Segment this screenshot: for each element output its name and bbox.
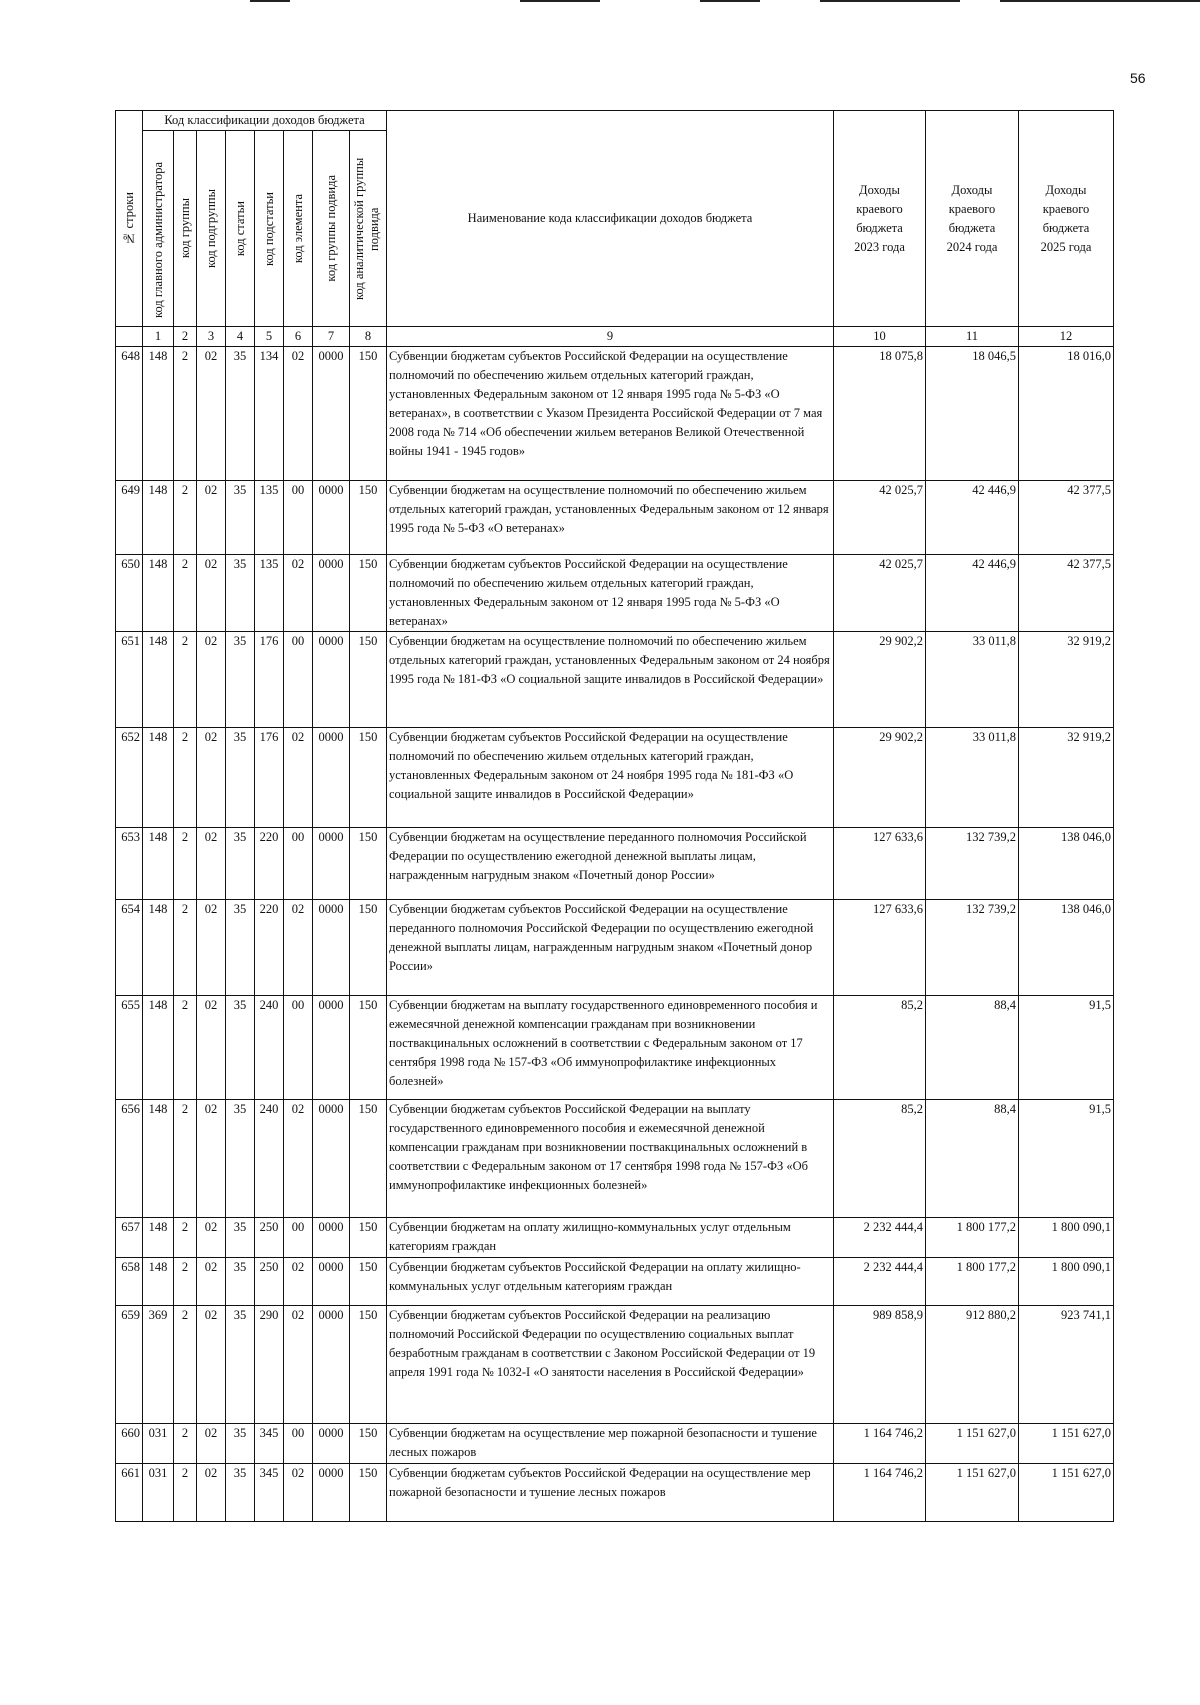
subarticle-code-cell: 290: [255, 1306, 284, 1424]
subtype-group-code-cell: 0000: [313, 1218, 350, 1258]
subtype-group-code-cell: 0000: [313, 996, 350, 1100]
group-code-cell: 2: [174, 632, 197, 728]
subtype-group-code-cell: 0000: [313, 347, 350, 481]
table-row: [116, 1424, 1114, 1464]
subgroup-code-cell: 02: [197, 481, 226, 555]
revenue-2023-cell: 85,2: [834, 1100, 926, 1218]
revenue-2025-cell: 138 046,0: [1019, 828, 1114, 900]
admin-code-cell: 148: [143, 1258, 174, 1306]
analytic-group-code-cell: 150: [350, 481, 387, 555]
subgroup-code-cell: 02: [197, 632, 226, 728]
scan-artifact-line: [700, 0, 760, 2]
group-code-cell: 2: [174, 481, 197, 555]
subarticle-code-cell: 135: [255, 555, 284, 632]
column-number: 3: [197, 327, 226, 347]
revenue-2024-cell: 132 739,2: [926, 900, 1019, 996]
element-code-cell: 02: [284, 728, 313, 828]
admin-code-cell: 148: [143, 900, 174, 996]
article-code-cell: 35: [226, 1464, 255, 1522]
header-element-code: код элемента: [284, 131, 313, 327]
row-number-cell: 652: [116, 728, 143, 828]
revenue-2024-cell: 42 446,9: [926, 555, 1019, 632]
group-code-cell: 2: [174, 1306, 197, 1424]
element-code-cell: 02: [284, 555, 313, 632]
table-row: [116, 828, 1114, 900]
subtype-group-code-cell: 0000: [313, 1306, 350, 1424]
header-code-name: Наименование кода классификации доходов бюджета: [387, 111, 834, 327]
analytic-group-code-cell: 150: [350, 555, 387, 632]
group-code-cell: 2: [174, 728, 197, 828]
admin-code-cell: 148: [143, 555, 174, 632]
column-number: 8: [350, 327, 387, 347]
row-number-cell: 656: [116, 1100, 143, 1218]
row-number-cell: 651: [116, 632, 143, 728]
row-number-cell: 650: [116, 555, 143, 632]
scan-artifact-line: [520, 0, 600, 2]
group-code-cell: 2: [174, 828, 197, 900]
column-number: 11: [926, 327, 1019, 347]
article-code-cell: 35: [226, 996, 255, 1100]
subtype-group-code-cell: 0000: [313, 481, 350, 555]
element-code-cell: 02: [284, 900, 313, 996]
article-code-cell: 35: [226, 900, 255, 996]
admin-code-cell: 148: [143, 347, 174, 481]
group-code-cell: 2: [174, 555, 197, 632]
revenue-2023-cell: 42 025,7: [834, 481, 926, 555]
code-name-cell: Субвенции бюджетам субъектов Российской Федерации на осуществление мер пожарной безопасности и тушение лесных пожаров: [387, 1464, 834, 1522]
article-code-cell: 35: [226, 1424, 255, 1464]
analytic-group-code-cell: 150: [350, 347, 387, 481]
admin-code-cell: 369: [143, 1306, 174, 1424]
table-row: [116, 481, 1114, 555]
table-row: [116, 1218, 1114, 1258]
subtype-group-code-cell: 0000: [313, 1258, 350, 1306]
subarticle-code-cell: 345: [255, 1464, 284, 1522]
table-row: [116, 347, 1114, 481]
row-number-cell: 657: [116, 1218, 143, 1258]
group-code-cell: 2: [174, 347, 197, 481]
article-code-cell: 35: [226, 1218, 255, 1258]
subtype-group-code-cell: 0000: [313, 1100, 350, 1218]
subtype-group-code-cell: 0000: [313, 728, 350, 828]
budget-revenue-table: [115, 110, 1114, 1522]
subarticle-code-cell: 134: [255, 347, 284, 481]
subarticle-code-cell: 250: [255, 1218, 284, 1258]
element-code-cell: 00: [284, 1424, 313, 1464]
code-name-cell: Субвенции бюджетам субъектов Российской Федерации на осуществление полномочий по обеспечению жильем отдельных категорий граждан, установленных Федеральным законом от 12 января 1995 года № 5-ФЗ «О ветеранах»: [387, 555, 834, 632]
column-number: 10: [834, 327, 926, 347]
code-name-cell: Субвенции бюджетам на выплату государственного единовременного пособия и ежемесячной денежной компенсации гражданам при возникновении поствакцинальных осложнений в соответствии с Федеральным законом от 17 сентября 1998 года № 157-ФЗ «Об иммунопрофилактике инфекционных болезней»: [387, 996, 834, 1100]
subarticle-code-cell: 220: [255, 828, 284, 900]
article-code-cell: 35: [226, 555, 255, 632]
article-code-cell: 35: [226, 828, 255, 900]
subgroup-code-cell: 02: [197, 996, 226, 1100]
scan-artifact-line: [250, 0, 290, 2]
subgroup-code-cell: 02: [197, 1100, 226, 1218]
column-number: 7: [313, 327, 350, 347]
analytic-group-code-cell: 150: [350, 1306, 387, 1424]
revenue-2024-cell: 42 446,9: [926, 481, 1019, 555]
revenue-2025-cell: 32 919,2: [1019, 728, 1114, 828]
analytic-group-code-cell: 150: [350, 1100, 387, 1218]
article-code-cell: 35: [226, 1258, 255, 1306]
page-number: 56: [1130, 70, 1146, 86]
header-revenue-2023: Доходы краевого бюджета 2023 года: [834, 111, 926, 327]
subtype-group-code-cell: 0000: [313, 828, 350, 900]
analytic-group-code-cell: 150: [350, 728, 387, 828]
article-code-cell: 35: [226, 728, 255, 828]
header-row-number: № строки: [116, 111, 143, 327]
revenue-2023-cell: 989 858,9: [834, 1306, 926, 1424]
revenue-2023-cell: 2 232 444,4: [834, 1218, 926, 1258]
table-row: [116, 728, 1114, 828]
revenue-2024-cell: 912 880,2: [926, 1306, 1019, 1424]
revenue-2024-cell: 1 151 627,0: [926, 1464, 1019, 1522]
element-code-cell: 00: [284, 481, 313, 555]
revenue-2024-cell: 132 739,2: [926, 828, 1019, 900]
revenue-2025-cell: 91,5: [1019, 1100, 1114, 1218]
subgroup-code-cell: 02: [197, 1424, 226, 1464]
table-row: [116, 1464, 1114, 1522]
header-subtype-group-code: код группы подвида: [313, 131, 350, 327]
article-code-cell: 35: [226, 347, 255, 481]
row-number-cell: 659: [116, 1306, 143, 1424]
subarticle-code-cell: 240: [255, 996, 284, 1100]
header-revenue-2024: Доходы краевого бюджета 2024 года: [926, 111, 1019, 327]
table-row: [116, 900, 1114, 996]
group-code-cell: 2: [174, 1464, 197, 1522]
article-code-cell: 35: [226, 1100, 255, 1218]
subarticle-code-cell: 220: [255, 900, 284, 996]
revenue-2025-cell: 923 741,1: [1019, 1306, 1114, 1424]
revenue-2025-cell: 1 800 090,1: [1019, 1218, 1114, 1258]
admin-code-cell: 148: [143, 632, 174, 728]
revenue-2025-cell: 32 919,2: [1019, 632, 1114, 728]
table-row: [116, 996, 1114, 1100]
code-name-cell: Субвенции бюджетам субъектов Российской Федерации на осуществление полномочий по обеспечению жильем отдельных категорий граждан, установленных Федеральным законом от 24 ноября 1995 года № 181-ФЗ «О социальной защите инвалидов в Российской Федерации»: [387, 728, 834, 828]
subgroup-code-cell: 02: [197, 1464, 226, 1522]
admin-code-cell: 148: [143, 1100, 174, 1218]
revenue-2025-cell: 138 046,0: [1019, 900, 1114, 996]
subgroup-code-cell: 02: [197, 347, 226, 481]
admin-code-cell: 148: [143, 1218, 174, 1258]
table-row: [116, 1306, 1114, 1424]
column-number: 9: [387, 327, 834, 347]
subtype-group-code-cell: 0000: [313, 1424, 350, 1464]
scan-artifact-line: [1000, 0, 1200, 2]
row-number-cell: 658: [116, 1258, 143, 1306]
code-name-cell: Субвенции бюджетам на осуществление мер пожарной безопасности и тушение лесных пожаров: [387, 1424, 834, 1464]
revenue-2023-cell: 1 164 746,2: [834, 1464, 926, 1522]
code-name-cell: Субвенции бюджетам на оплату жилищно-коммунальных услуг отдельным категориям граждан: [387, 1218, 834, 1258]
element-code-cell: 00: [284, 828, 313, 900]
header-revenue-2025: Доходы краевого бюджета 2025 года: [1019, 111, 1114, 327]
revenue-2025-cell: 91,5: [1019, 996, 1114, 1100]
code-name-cell: Субвенции бюджетам субъектов Российской Федерации на осуществление полномочий по обеспечению жильем отдельных категорий граждан, установленных Федеральным законом от 12 января 1995 года № 5-ФЗ «О ветеранах», в соответствии с Указом Президента Российской Федерации от 7 мая 2008 года № 714 «Об обеспечении жильем ветеранов Великой Отечественной войны 1941 - 1945 годов»: [387, 347, 834, 481]
element-code-cell: 00: [284, 996, 313, 1100]
code-name-cell: Субвенции бюджетам субъектов Российской Федерации на реализацию полномочий Российской Федерации по осуществлению социальных выплат безработным гражданам в соответствии с Законом Российской Федерации от 19 апреля 1991 года № 1032-I «О занятости населения в Российской Федерации»: [387, 1306, 834, 1424]
revenue-2025-cell: 18 016,0: [1019, 347, 1114, 481]
column-number-row: [116, 327, 1114, 347]
row-number-cell: 660: [116, 1424, 143, 1464]
header-subarticle-code: код подстатьи: [255, 131, 284, 327]
element-code-cell: 00: [284, 1218, 313, 1258]
code-name-cell: Субвенции бюджетам субъектов Российской Федерации на осуществление переданного полномочия Российской Федерации по осуществлению ежегодной денежной выплаты лицам, награжденным нагрудным знаком «Почетный донор России»: [387, 900, 834, 996]
column-number: 12: [1019, 327, 1114, 347]
column-number: 4: [226, 327, 255, 347]
subarticle-code-cell: 345: [255, 1424, 284, 1464]
code-name-cell: Субвенции бюджетам на осуществление переданного полномочия Российской Федерации по осуществлению ежегодной денежной выплаты лицам, награжденным нагрудным знаком «Почетный донор России»: [387, 828, 834, 900]
admin-code-cell: 031: [143, 1464, 174, 1522]
element-code-cell: 02: [284, 1306, 313, 1424]
row-number-cell: 648: [116, 347, 143, 481]
column-number: [116, 327, 143, 347]
code-name-cell: Субвенции бюджетам на осуществление полномочий по обеспечению жильем отдельных категорий граждан, установленных Федеральным законом от 12 января 1995 года № 5-ФЗ «О ветеранах»: [387, 481, 834, 555]
article-code-cell: 35: [226, 481, 255, 555]
table-row: [116, 1258, 1114, 1306]
revenue-2025-cell: 1 151 627,0: [1019, 1424, 1114, 1464]
element-code-cell: 02: [284, 1100, 313, 1218]
header-group-code: код группы: [174, 131, 197, 327]
revenue-2024-cell: 33 011,8: [926, 632, 1019, 728]
analytic-group-code-cell: 150: [350, 900, 387, 996]
revenue-2023-cell: 42 025,7: [834, 555, 926, 632]
row-number-cell: 661: [116, 1464, 143, 1522]
admin-code-cell: 148: [143, 481, 174, 555]
code-name-cell: Субвенции бюджетам на осуществление полномочий по обеспечению жильем отдельных категорий граждан, установленных Федеральным законом от 24 ноября 1995 года № 181-ФЗ «О социальной защите инвалидов в Российской Федерации»: [387, 632, 834, 728]
revenue-2025-cell: 1 151 627,0: [1019, 1464, 1114, 1522]
subtype-group-code-cell: 0000: [313, 632, 350, 728]
column-number: 5: [255, 327, 284, 347]
group-code-cell: 2: [174, 900, 197, 996]
analytic-group-code-cell: 150: [350, 996, 387, 1100]
subarticle-code-cell: 176: [255, 728, 284, 828]
group-code-cell: 2: [174, 1100, 197, 1218]
column-number: 6: [284, 327, 313, 347]
revenue-2024-cell: 88,4: [926, 996, 1019, 1100]
analytic-group-code-cell: 150: [350, 828, 387, 900]
revenue-2025-cell: 42 377,5: [1019, 481, 1114, 555]
article-code-cell: 35: [226, 632, 255, 728]
element-code-cell: 02: [284, 1464, 313, 1522]
subgroup-code-cell: 02: [197, 1258, 226, 1306]
revenue-2023-cell: 2 232 444,4: [834, 1258, 926, 1306]
revenue-2023-cell: 29 902,2: [834, 728, 926, 828]
revenue-2024-cell: 1 800 177,2: [926, 1218, 1019, 1258]
header-subgroup-code: код подгруппы: [197, 131, 226, 327]
analytic-group-code-cell: 150: [350, 1464, 387, 1522]
admin-code-cell: 148: [143, 996, 174, 1100]
group-code-cell: 2: [174, 996, 197, 1100]
header-admin-code: код главного администратора: [143, 131, 174, 327]
header-article-code: код статьи: [226, 131, 255, 327]
element-code-cell: 00: [284, 632, 313, 728]
revenue-2023-cell: 127 633,6: [834, 900, 926, 996]
revenue-2024-cell: 33 011,8: [926, 728, 1019, 828]
admin-code-cell: 148: [143, 828, 174, 900]
subgroup-code-cell: 02: [197, 1218, 226, 1258]
group-code-cell: 2: [174, 1424, 197, 1464]
revenue-2024-cell: 1 151 627,0: [926, 1424, 1019, 1464]
subgroup-code-cell: 02: [197, 555, 226, 632]
table-body: [116, 347, 1114, 1522]
element-code-cell: 02: [284, 1258, 313, 1306]
row-number-cell: 653: [116, 828, 143, 900]
row-number-cell: 654: [116, 900, 143, 996]
row-number-cell: 649: [116, 481, 143, 555]
subgroup-code-cell: 02: [197, 900, 226, 996]
subarticle-code-cell: 135: [255, 481, 284, 555]
scan-artifact-line: [820, 0, 960, 2]
subtype-group-code-cell: 0000: [313, 1464, 350, 1522]
revenue-2023-cell: 29 902,2: [834, 632, 926, 728]
admin-code-cell: 148: [143, 728, 174, 828]
revenue-2023-cell: 127 633,6: [834, 828, 926, 900]
column-number: 1: [143, 327, 174, 347]
row-number-cell: 655: [116, 996, 143, 1100]
analytic-group-code-cell: 150: [350, 1424, 387, 1464]
revenue-2023-cell: 18 075,8: [834, 347, 926, 481]
subarticle-code-cell: 250: [255, 1258, 284, 1306]
table-row: [116, 1100, 1114, 1218]
subtype-group-code-cell: 0000: [313, 900, 350, 996]
code-name-cell: Субвенции бюджетам субъектов Российской Федерации на выплату государственного единовременного пособия и ежемесячной денежной компенсации гражданам при возникновении поствакцинальных осложнений в соответствии с Федеральным законом от 17 сентября 1998 года № 157-ФЗ «Об иммунопрофилактике инфекционных болезней»: [387, 1100, 834, 1218]
subgroup-code-cell: 02: [197, 728, 226, 828]
header-analytic-group-code: код аналитической группы подвида: [350, 131, 387, 327]
group-code-cell: 2: [174, 1218, 197, 1258]
subtype-group-code-cell: 0000: [313, 555, 350, 632]
revenue-2023-cell: 1 164 746,2: [834, 1424, 926, 1464]
article-code-cell: 35: [226, 1306, 255, 1424]
analytic-group-code-cell: 150: [350, 1258, 387, 1306]
revenue-2024-cell: 1 800 177,2: [926, 1258, 1019, 1306]
admin-code-cell: 031: [143, 1424, 174, 1464]
code-name-cell: Субвенции бюджетам субъектов Российской Федерации на оплату жилищно-коммунальных услуг отдельным категориям граждан: [387, 1258, 834, 1306]
subgroup-code-cell: 02: [197, 1306, 226, 1424]
revenue-2024-cell: 88,4: [926, 1100, 1019, 1218]
table-row: [116, 555, 1114, 632]
revenue-2025-cell: 1 800 090,1: [1019, 1258, 1114, 1306]
subarticle-code-cell: 240: [255, 1100, 284, 1218]
subarticle-code-cell: 176: [255, 632, 284, 728]
analytic-group-code-cell: 150: [350, 1218, 387, 1258]
revenue-2024-cell: 18 046,5: [926, 347, 1019, 481]
group-code-cell: 2: [174, 1258, 197, 1306]
table-row: [116, 632, 1114, 728]
column-number: 2: [174, 327, 197, 347]
revenue-2025-cell: 42 377,5: [1019, 555, 1114, 632]
revenue-2023-cell: 85,2: [834, 996, 926, 1100]
subgroup-code-cell: 02: [197, 828, 226, 900]
analytic-group-code-cell: 150: [350, 632, 387, 728]
element-code-cell: 02: [284, 347, 313, 481]
header-classification-code-group: Код классификации доходов бюджета: [143, 111, 387, 131]
